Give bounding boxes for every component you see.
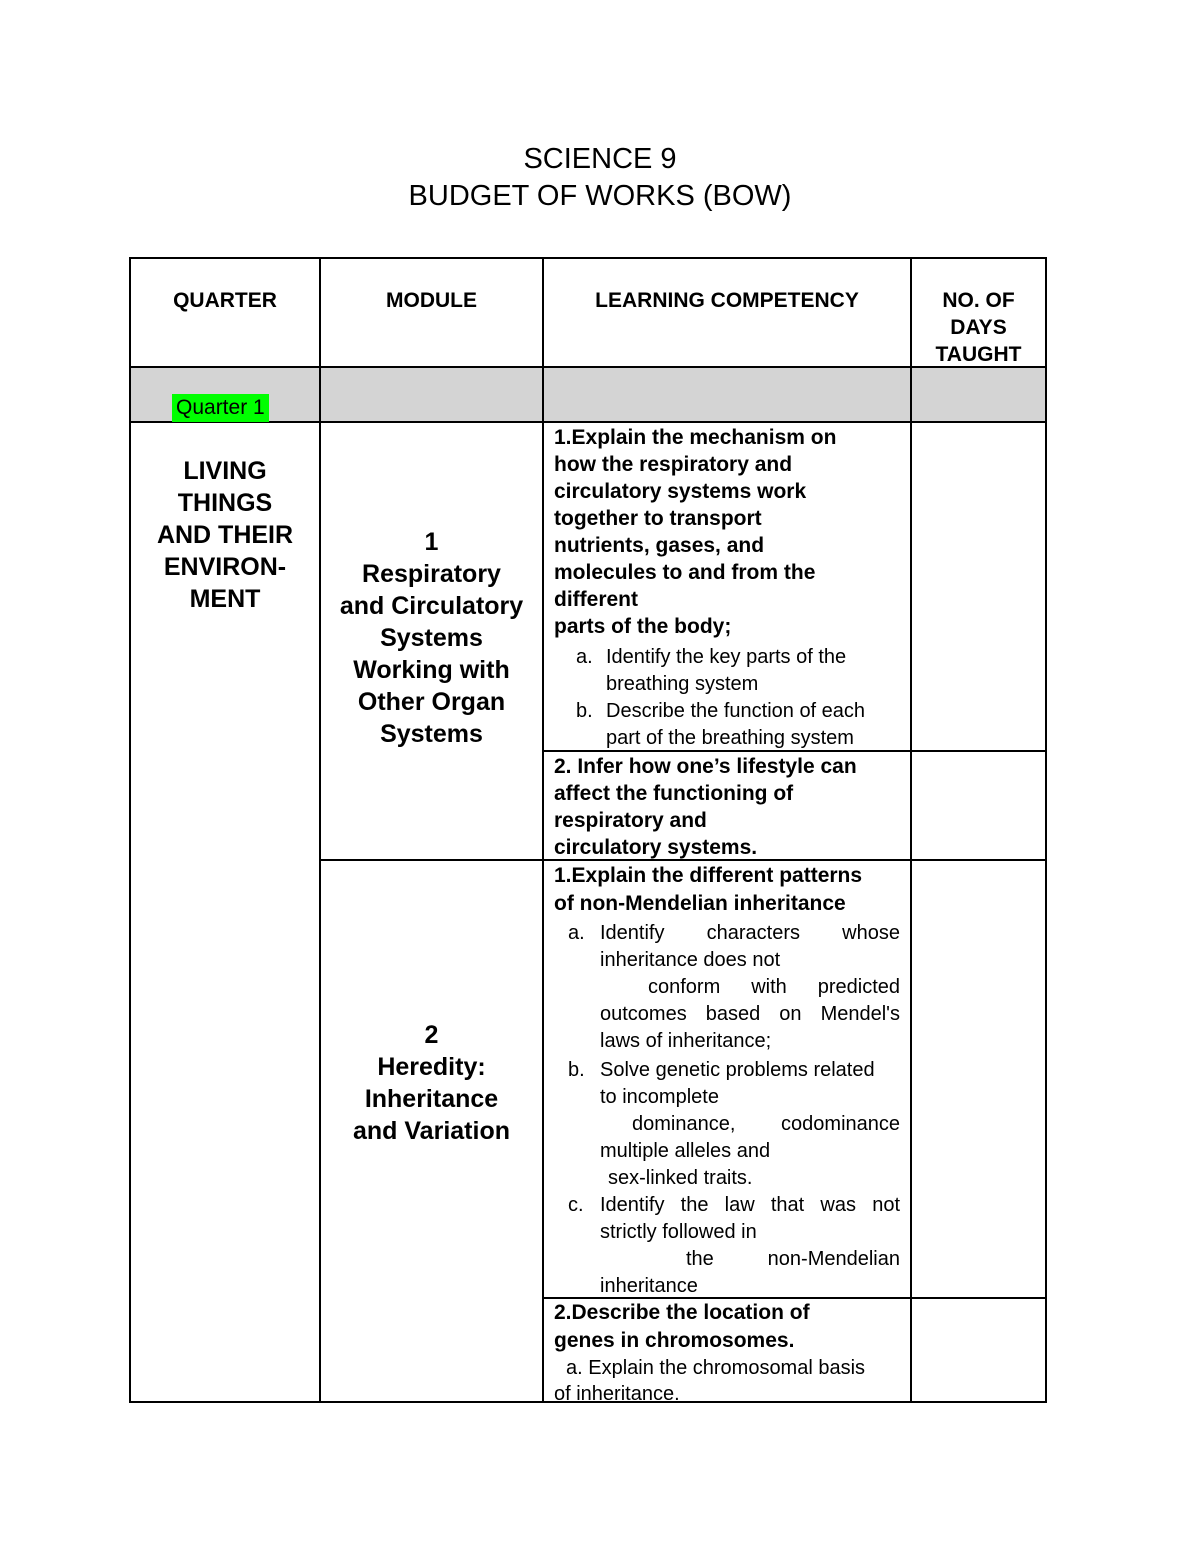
competency-m2-c2 (554, 1299, 904, 1407)
list-marker: b. (576, 700, 593, 722)
module-1-cell (321, 526, 542, 750)
sub-line: a. Explain the chromosomal basis (566, 1357, 866, 1379)
competency-m1-c1 (554, 424, 904, 752)
sub-line: outcomes based on Mendel's (600, 1003, 900, 1025)
theme-line: AND THEIR (156, 521, 294, 549)
header-days-line3: TAUGHT (935, 343, 1022, 366)
sub-line: inheritance does not (600, 949, 781, 971)
list-marker: a. (576, 646, 593, 668)
col-divider-1 (319, 257, 321, 1403)
competency-line: nutrients, gases, and (554, 534, 765, 557)
competency-line: affect the functioning of (554, 782, 794, 805)
sub-line: Identify characters whose (600, 922, 900, 944)
sub-line: laws of inheritance; (600, 1030, 772, 1052)
days-cell-m2-c1 (912, 861, 1045, 1297)
competency-line: genes in chromosomes. (554, 1329, 795, 1352)
sub-line: to incomplete (600, 1086, 719, 1108)
competency-line: 1.Explain the different patterns (554, 864, 863, 887)
sub-line: the non-Mendelian (686, 1248, 900, 1270)
sub-competency (554, 698, 904, 752)
sub-competency (554, 920, 900, 1055)
sub-competency (554, 1057, 900, 1192)
module-title-line: Heredity: (377, 1053, 486, 1081)
sub-line: Identify the key parts of the (606, 646, 847, 668)
sub-line: Describe the function of each (606, 700, 866, 722)
competency-line: respiratory and (554, 809, 707, 832)
competency-line: circulatory systems work (554, 480, 807, 503)
sub-line: Solve genetic problems related (600, 1059, 875, 1081)
header-days-line1: NO. OF (942, 289, 1015, 312)
theme-line: MENT (189, 585, 261, 613)
days-cell-m2-c2 (912, 1299, 1045, 1401)
sub-line: conform with predicted (648, 976, 900, 998)
competency-line: 2. Infer how one’s lifestyle can (554, 755, 857, 778)
sub-competency (554, 1192, 900, 1300)
row-divider-header (129, 366, 1047, 368)
competency-m1-c2 (554, 753, 904, 861)
document-subtitle: BUDGET OF WORKS (BOW) (408, 180, 792, 212)
theme-line: THINGS (177, 489, 273, 517)
module-title-line: Systems (380, 720, 483, 748)
theme-line: ENVIRON- (163, 553, 287, 581)
module-title-line: Respiratory (362, 560, 501, 588)
days-cell-m1-c2 (912, 752, 1045, 859)
competency-line: together to transport (554, 507, 762, 530)
list-marker: a. (568, 922, 585, 944)
competency-line: molecules to and from the (554, 561, 816, 584)
theme-line: LIVING (183, 457, 267, 485)
competency-m2-c1 (554, 862, 900, 1300)
sub-line: dominance, codominance (632, 1113, 900, 1135)
module-title-line: and Circulatory (339, 592, 524, 620)
quarter-label: Quarter 1 (172, 394, 269, 422)
sub-competency (554, 644, 904, 698)
competency-line: how the respiratory and (554, 453, 793, 476)
sub-line: part of the breathing system (606, 727, 854, 749)
col-divider-2 (542, 257, 544, 1403)
module-number: 1 (424, 528, 439, 556)
competency-line: circulatory systems. (554, 836, 758, 859)
module-title-line: and Variation (353, 1117, 510, 1145)
competency-line: different (554, 588, 638, 611)
list-marker: c. (568, 1194, 584, 1216)
module-2-cell (321, 1019, 542, 1147)
list-marker: b. (568, 1059, 585, 1081)
module-title-line: Other Organ (357, 688, 506, 716)
module-title-line: Inheritance (364, 1085, 499, 1113)
theme-cell (131, 455, 319, 615)
module-number: 2 (424, 1021, 439, 1049)
sub-line: breathing system (606, 673, 759, 695)
header-learning-competency: LEARNING COMPETENCY (595, 289, 859, 312)
module-title-line: Systems (380, 624, 483, 652)
sub-line: sex-linked traits. (608, 1167, 753, 1189)
module-title-line: Working with (353, 656, 510, 684)
sub-line: multiple alleles and (600, 1140, 771, 1162)
sub-line: of inheritance. (554, 1383, 680, 1405)
sub-line: Identify the law that was not (600, 1194, 900, 1216)
competency-line: of non-Mendelian inheritance (554, 892, 846, 915)
header-days-taught (912, 287, 1045, 368)
days-cell-m1-c1 (912, 423, 1045, 750)
competency-line: 2.Describe the location of (554, 1301, 810, 1324)
sub-line: inheritance (600, 1275, 698, 1297)
competency-line: parts of the body; (554, 615, 732, 638)
document-title: SCIENCE 9 (523, 143, 677, 175)
sub-line: strictly followed in (600, 1221, 757, 1243)
header-module: MODULE (386, 289, 477, 312)
header-days-line2: DAYS (950, 316, 1007, 339)
header-quarter: QUARTER (173, 289, 277, 312)
competency-line: 1.Explain the mechanism on (554, 426, 837, 449)
